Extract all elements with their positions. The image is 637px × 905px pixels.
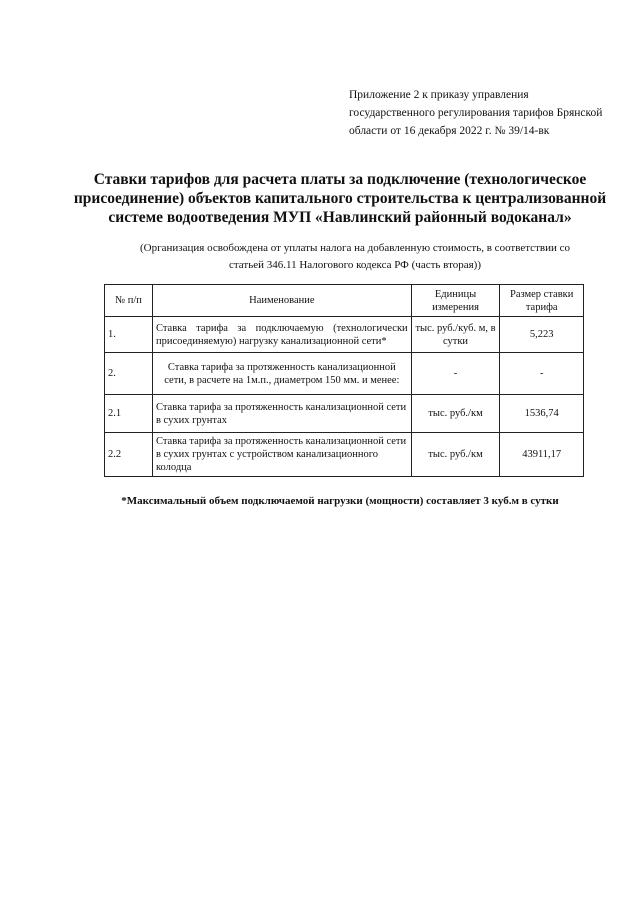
appendix-line: государственного регулирования тарифов Брянской [349,107,603,119]
header-rate: Размер ставки тарифа [500,285,584,317]
appendix-reference [349,86,619,140]
row-rate: 43911,17 [500,433,584,477]
table-header-row [105,285,584,317]
table-row [105,317,584,353]
note-line: статьей 346.11 Налогового кодекса РФ (часть вторая)) [228,259,482,271]
title-line: Ставки тарифов для расчета платы за подключение (технологическое [93,171,587,188]
row-name: Ставка тарифа за подключаемую (технологически присоединяемую) нагрузку канализационной сети* [152,317,411,353]
row-rate: - [500,353,584,395]
table-row [105,395,584,433]
row-name: Ставка тарифа за протяженность канализационной сети в сухих грунтах [152,395,411,433]
document-title [60,170,620,227]
header-unit: Единицы измерения [411,285,500,317]
appendix-line: Приложение 2 к приказу управления [349,89,529,101]
row-name: Ставка тарифа за протяженность канализационной сети в сухих грунтах с устройством канализационного колодца [152,433,411,477]
header-num: № п/п [105,285,153,317]
row-unit: тыс. руб./куб. м, в сутки [411,317,500,353]
row-rate: 5,223 [500,317,584,353]
table-row [105,433,584,477]
table-row [105,353,584,395]
title-line: присоединение) объектов капитального строительства к централизованной [73,190,607,207]
row-num: 1. [105,317,153,353]
row-unit: тыс. руб./км [411,395,500,433]
header-name: Наименование [152,285,411,317]
tariff-table [104,284,584,477]
row-num: 2.2 [105,433,153,477]
note-line: (Организация освобождена от уплаты налога на добавленную стоимость, в соответствии со [140,242,570,254]
row-unit: - [411,353,500,395]
row-name: Ставка тарифа за протяженность канализационной сети, в расчете на 1м.п., диаметром 150 мм. и менее: [152,353,411,395]
row-num: 2. [105,353,153,395]
row-unit: тыс. руб./км [411,433,500,477]
appendix-line: области от 16 декабря 2022 г. № 39/14-вк [349,125,550,137]
title-line: системе водоотведения МУП «Навлинский районный водоканал» [108,209,572,226]
vat-exemption-note [90,240,620,274]
row-num: 2.1 [105,395,153,433]
footnote: *Максимальный объем подключаемой нагрузки (мощности) составляет 3 куб.м в сутки [121,495,559,507]
row-rate: 1536,74 [500,395,584,433]
